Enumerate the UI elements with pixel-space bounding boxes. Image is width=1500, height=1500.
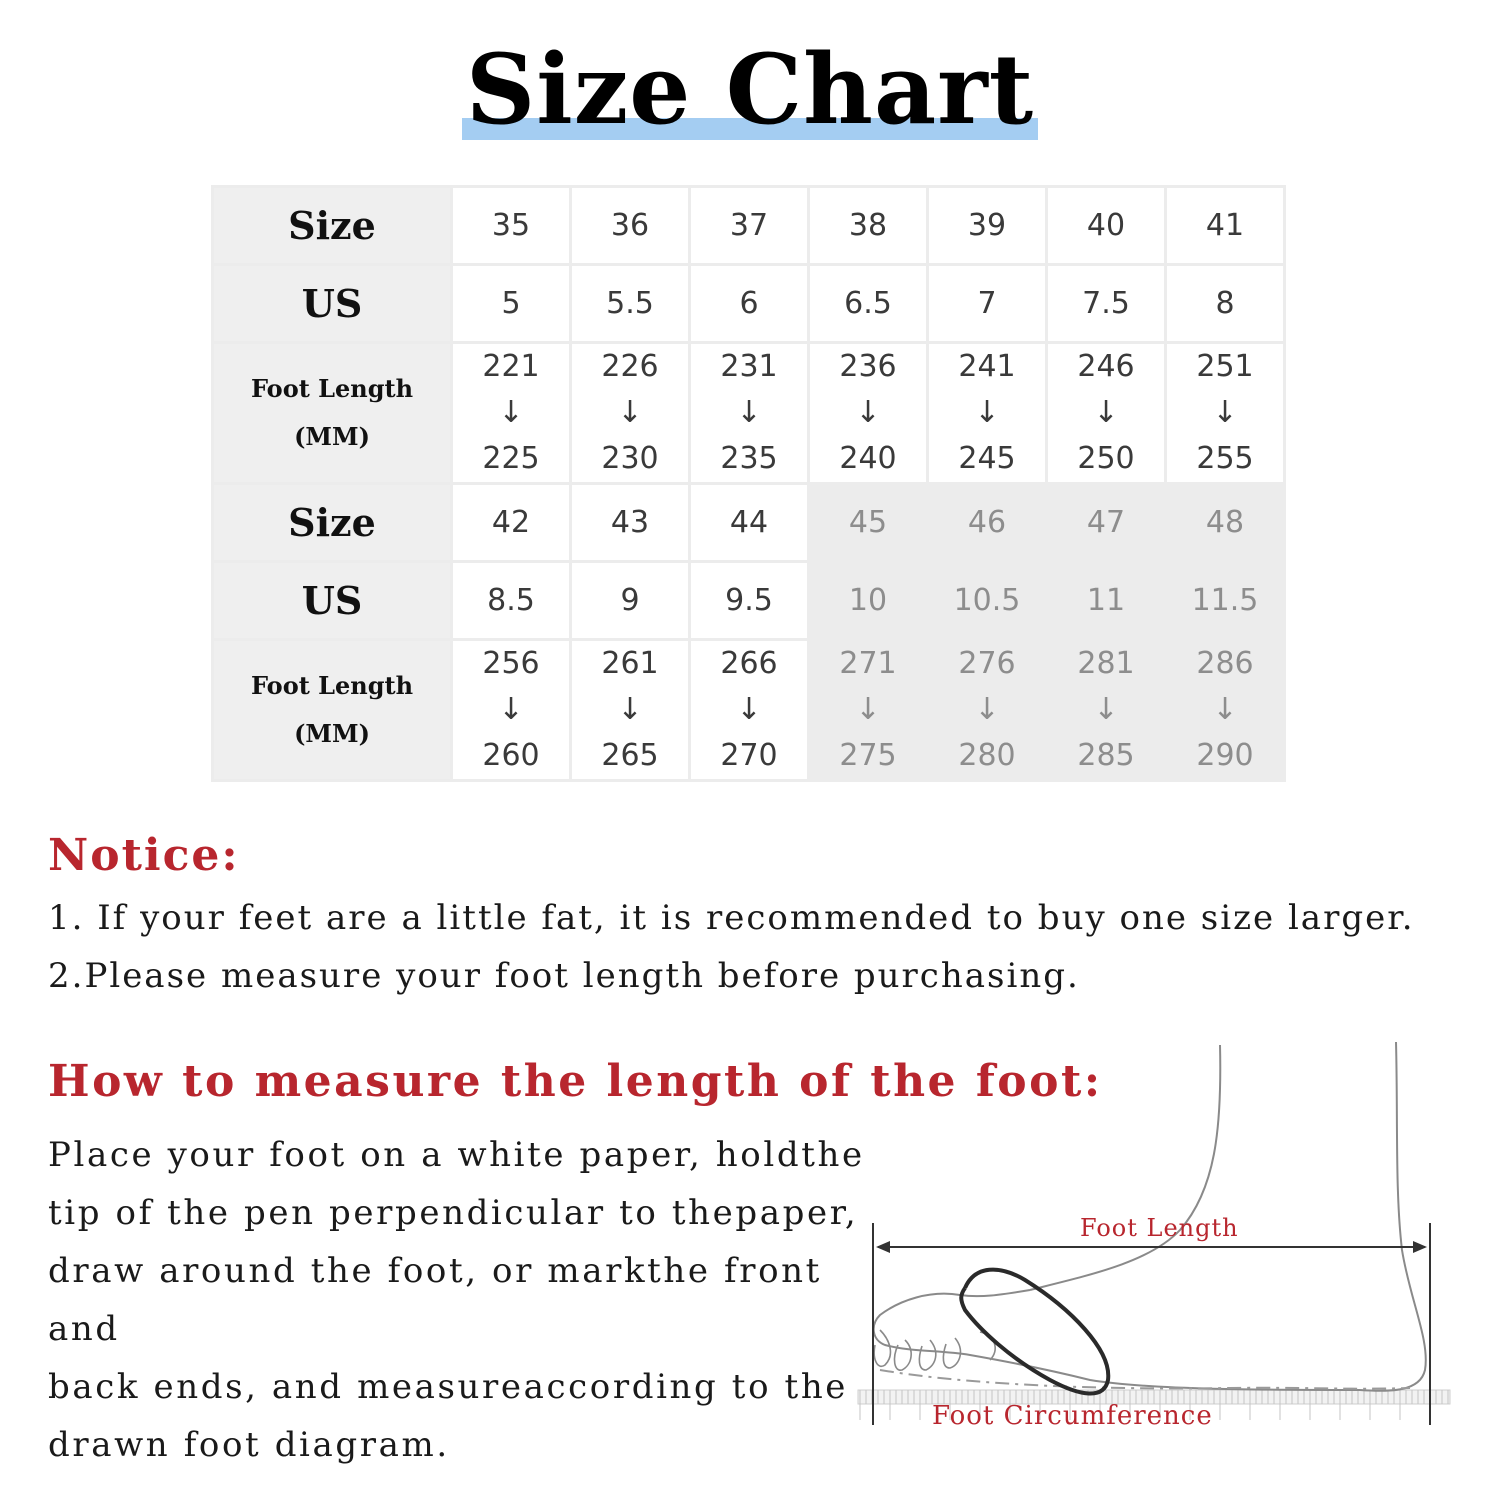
us-cell: 10 bbox=[809, 562, 928, 640]
foot-length-cell bbox=[1166, 343, 1285, 484]
foot-length-unit-line: (MM) bbox=[294, 422, 370, 451]
foot-length-row bbox=[213, 343, 1285, 484]
us-cell: 8.5 bbox=[452, 562, 571, 640]
length-from: 256 bbox=[482, 646, 540, 681]
size-cell: 44 bbox=[690, 484, 809, 562]
us-row bbox=[213, 562, 1285, 640]
us-cell: 7 bbox=[928, 265, 1047, 343]
down-arrow-icon: ↓ bbox=[617, 395, 643, 430]
size-cell: 42 bbox=[452, 484, 571, 562]
foot-length-cell bbox=[571, 343, 690, 484]
circumference-loop bbox=[961, 1270, 1108, 1394]
us-row-label: US bbox=[213, 562, 452, 640]
length-from: 226 bbox=[601, 349, 659, 384]
foot-length-cell bbox=[1047, 343, 1166, 484]
size-cell: 45 bbox=[809, 484, 928, 562]
length-from: 221 bbox=[482, 349, 540, 384]
us-cell: 9.5 bbox=[690, 562, 809, 640]
down-arrow-icon: ↓ bbox=[1212, 395, 1238, 430]
foot-length-cell bbox=[928, 343, 1047, 484]
down-arrow-icon: ↓ bbox=[736, 395, 762, 430]
length-from: 266 bbox=[720, 646, 778, 681]
foot-length-cell bbox=[1166, 640, 1285, 781]
foot-length-cell bbox=[809, 343, 928, 484]
size-cell: 38 bbox=[809, 187, 928, 265]
toe-outline bbox=[895, 1340, 912, 1370]
length-to: 240 bbox=[839, 441, 897, 476]
size-cell: 37 bbox=[690, 187, 809, 265]
down-arrow-icon: ↓ bbox=[974, 395, 1000, 430]
us-cell: 11 bbox=[1047, 562, 1166, 640]
notice-line-2: 2.Please measure your foot length before purchasing. bbox=[48, 956, 1080, 996]
us-cell: 10.5 bbox=[928, 562, 1047, 640]
length-to: 275 bbox=[839, 738, 897, 773]
howto-instructions bbox=[48, 1126, 868, 1474]
foot-length-row-label bbox=[213, 343, 452, 484]
foot-measure-diagram bbox=[850, 1040, 1470, 1460]
foot-length-cell bbox=[690, 640, 809, 781]
us-cell: 9 bbox=[571, 562, 690, 640]
foot-length-unit-line: (MM) bbox=[294, 719, 370, 748]
length-to: 265 bbox=[601, 738, 659, 773]
down-arrow-icon: ↓ bbox=[498, 395, 524, 430]
instruction-line: drawn foot diagram. bbox=[48, 1425, 450, 1465]
howto-title: How to measure the length of the foot: bbox=[48, 1056, 1103, 1107]
down-arrow-icon: ↓ bbox=[736, 692, 762, 727]
length-from: 231 bbox=[720, 349, 778, 384]
length-to: 255 bbox=[1196, 441, 1254, 476]
foot-length-cell bbox=[928, 640, 1047, 781]
length-from: 276 bbox=[958, 646, 1016, 681]
down-arrow-icon: ↓ bbox=[855, 692, 881, 727]
length-to: 285 bbox=[1077, 738, 1135, 773]
foot-length-label-line: Foot Length bbox=[250, 671, 414, 700]
instruction-line: tip of the pen perpendicular to thepaper, bbox=[48, 1193, 859, 1233]
foot-length-label: Foot Length bbox=[1080, 1214, 1239, 1242]
instruction-line: Place your foot on a white paper, holdthe bbox=[48, 1135, 865, 1175]
size-row-label: Size bbox=[213, 187, 452, 265]
us-cell: 8 bbox=[1166, 265, 1285, 343]
size-cell: 39 bbox=[928, 187, 1047, 265]
us-row-label: US bbox=[213, 265, 452, 343]
length-from: 271 bbox=[839, 646, 897, 681]
size-cell: 46 bbox=[928, 484, 1047, 562]
foot-length-row-label bbox=[213, 640, 452, 781]
title-area bbox=[0, 33, 1500, 146]
us-cell: 5.5 bbox=[571, 265, 690, 343]
down-arrow-icon: ↓ bbox=[1093, 395, 1119, 430]
size-row bbox=[213, 484, 1285, 562]
size-row-label: Size bbox=[213, 484, 452, 562]
length-from: 236 bbox=[839, 349, 897, 384]
foot-circumference-label: Foot Circumference bbox=[932, 1401, 1213, 1431]
us-cell: 6.5 bbox=[809, 265, 928, 343]
length-to: 260 bbox=[482, 738, 540, 773]
down-arrow-icon: ↓ bbox=[1212, 692, 1238, 727]
notice-title: Notice: bbox=[48, 830, 240, 881]
length-to: 235 bbox=[720, 441, 778, 476]
size-cell: 48 bbox=[1166, 484, 1285, 562]
length-to: 270 bbox=[720, 738, 778, 773]
foot-length-cell bbox=[452, 640, 571, 781]
length-to: 245 bbox=[958, 441, 1016, 476]
size-table bbox=[211, 185, 1286, 782]
length-from: 251 bbox=[1196, 349, 1254, 384]
length-to: 280 bbox=[958, 738, 1016, 773]
instruction-line: draw around the foot, or markthe front and bbox=[48, 1251, 822, 1349]
down-arrow-icon: ↓ bbox=[617, 692, 643, 727]
down-arrow-icon: ↓ bbox=[974, 692, 1000, 727]
down-arrow-icon: ↓ bbox=[855, 395, 881, 430]
page-title bbox=[462, 33, 1038, 146]
us-cell: 5 bbox=[452, 265, 571, 343]
page-title-text: Size Chart bbox=[465, 33, 1035, 146]
foot-length-row bbox=[213, 640, 1285, 781]
notice-line-1: 1. If your feet are a little fat, it is recommended to buy one size larger. bbox=[48, 898, 1415, 938]
leg-front-outline bbox=[1030, 1045, 1220, 1290]
foot-length-cell bbox=[690, 343, 809, 484]
foot-length-cell bbox=[452, 343, 571, 484]
size-cell: 43 bbox=[571, 484, 690, 562]
down-arrow-icon: ↓ bbox=[1093, 692, 1119, 727]
length-from: 261 bbox=[601, 646, 659, 681]
size-cell: 41 bbox=[1166, 187, 1285, 265]
size-cell: 47 bbox=[1047, 484, 1166, 562]
length-from: 246 bbox=[1077, 349, 1135, 384]
size-cell: 35 bbox=[452, 187, 571, 265]
toe-outline bbox=[919, 1340, 935, 1370]
us-cell: 6 bbox=[690, 265, 809, 343]
length-from: 281 bbox=[1077, 646, 1135, 681]
length-from: 241 bbox=[958, 349, 1016, 384]
leg-back-outline bbox=[1360, 1042, 1426, 1391]
length-to: 290 bbox=[1196, 738, 1254, 773]
foot-top-outline bbox=[874, 1290, 1360, 1390]
length-to: 230 bbox=[601, 441, 659, 476]
toe-outline bbox=[874, 1330, 890, 1366]
size-cell: 36 bbox=[571, 187, 690, 265]
size-cell: 40 bbox=[1047, 187, 1166, 265]
length-to: 225 bbox=[482, 441, 540, 476]
us-cell: 11.5 bbox=[1166, 562, 1285, 640]
foot-length-cell bbox=[809, 640, 928, 781]
us-cell: 7.5 bbox=[1047, 265, 1166, 343]
size-row bbox=[213, 187, 1285, 265]
length-from: 286 bbox=[1196, 646, 1254, 681]
length-to: 250 bbox=[1077, 441, 1135, 476]
down-arrow-icon: ↓ bbox=[498, 692, 524, 727]
foot-length-label-line: Foot Length bbox=[250, 374, 414, 403]
foot-length-cell bbox=[571, 640, 690, 781]
us-row bbox=[213, 265, 1285, 343]
foot-length-cell bbox=[1047, 640, 1166, 781]
instruction-line: back ends, and measureaccording to the bbox=[48, 1367, 849, 1407]
